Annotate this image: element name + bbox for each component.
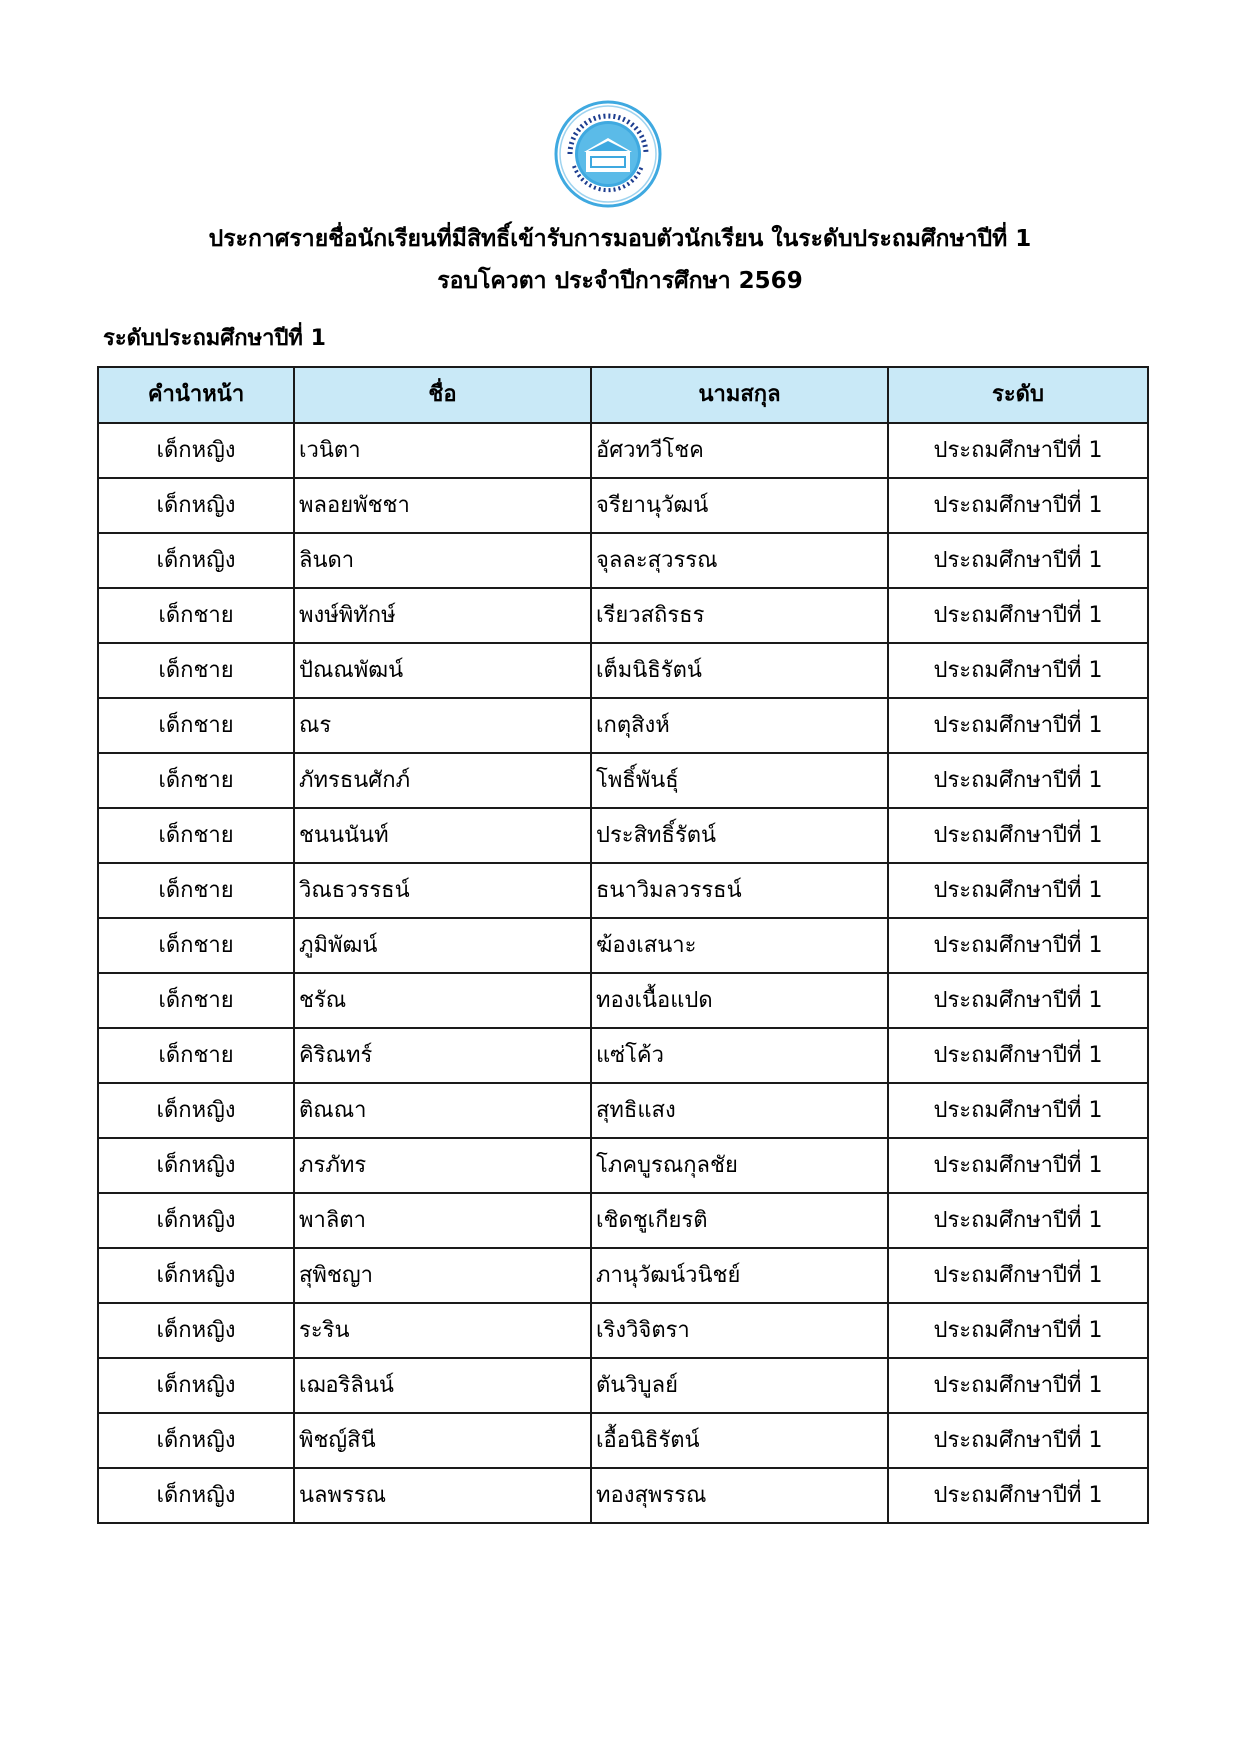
table-row — [98, 423, 1148, 478]
table-row — [98, 1358, 1148, 1413]
cell-prefix: เด็กชาย — [98, 863, 294, 918]
cell-level: ประถมศึกษาปีที่ 1 — [888, 918, 1148, 973]
cell-first-name: พาลิตา — [294, 1193, 591, 1248]
cell-last-name: โพธิ์พันธุ์ — [591, 753, 888, 808]
cell-prefix: เด็กชาย — [98, 588, 294, 643]
cell-prefix: เด็กชาย — [98, 698, 294, 753]
table-body — [98, 423, 1148, 1523]
cell-last-name: จรียานุวัฒน์ — [591, 478, 888, 533]
cell-prefix: เด็กชาย — [98, 918, 294, 973]
cell-prefix: เด็กชาย — [98, 643, 294, 698]
cell-level: ประถมศึกษาปีที่ 1 — [888, 863, 1148, 918]
cell-prefix: เด็กหญิง — [98, 1468, 294, 1523]
cell-last-name: เชิดชูเกียรติ — [591, 1193, 888, 1248]
cell-last-name: เรียวสถิรธร — [591, 588, 888, 643]
section-label: ระดับประถมศึกษาปีที่ 1 — [103, 326, 326, 351]
cell-level: ประถมศึกษาปีที่ 1 — [888, 1413, 1148, 1468]
cell-last-name: สุทธิแสง — [591, 1083, 888, 1138]
cell-last-name: อัศวทวีโชค — [591, 423, 888, 478]
cell-prefix: เด็กหญิง — [98, 1083, 294, 1138]
table-row — [98, 1028, 1148, 1083]
cell-first-name: ชรัณ — [294, 973, 591, 1028]
cell-prefix: เด็กหญิง — [98, 1248, 294, 1303]
cell-first-name: พลอยพัชชา — [294, 478, 591, 533]
table-row — [98, 753, 1148, 808]
cell-prefix: เด็กหญิง — [98, 1193, 294, 1248]
cell-level: ประถมศึกษาปีที่ 1 — [888, 1358, 1148, 1413]
cell-last-name: ประสิทธิ์รัตน์ — [591, 808, 888, 863]
cell-level: ประถมศึกษาปีที่ 1 — [888, 1138, 1148, 1193]
cell-last-name: ตันวิบูลย์ — [591, 1358, 888, 1413]
table-header-row — [98, 367, 1148, 423]
cell-last-name: ทองเนื้อแปด — [591, 973, 888, 1028]
cell-level: ประถมศึกษาปีที่ 1 — [888, 1083, 1148, 1138]
cell-first-name: ชนนนันท์ — [294, 808, 591, 863]
cell-prefix: เด็กหญิง — [98, 1358, 294, 1413]
cell-prefix: เด็กหญิง — [98, 1413, 294, 1468]
table-row — [98, 918, 1148, 973]
cell-last-name: เต็มนิธิรัตน์ — [591, 643, 888, 698]
cell-last-name: ภานุวัฒน์วนิชย์ — [591, 1248, 888, 1303]
school-logo — [554, 100, 662, 208]
cell-first-name: ติณณา — [294, 1083, 591, 1138]
table-row — [98, 808, 1148, 863]
table-row — [98, 643, 1148, 698]
cell-prefix: เด็กหญิง — [98, 1303, 294, 1358]
cell-level: ประถมศึกษาปีที่ 1 — [888, 1303, 1148, 1358]
cell-last-name: เอื้อนิธิรัตน์ — [591, 1413, 888, 1468]
cell-last-name: เกตุสิงห์ — [591, 698, 888, 753]
cell-first-name: คิริณทร์ — [294, 1028, 591, 1083]
cell-first-name: นลพรรณ — [294, 1468, 591, 1523]
cell-level: ประถมศึกษาปีที่ 1 — [888, 643, 1148, 698]
student-roster-table — [97, 366, 1149, 1524]
cell-first-name: พงษ์พิทักษ์ — [294, 588, 591, 643]
table-row — [98, 1138, 1148, 1193]
cell-first-name: เวนิตา — [294, 423, 591, 478]
cell-first-name: ภัทรธนศักภ์ — [294, 753, 591, 808]
cell-level: ประถมศึกษาปีที่ 1 — [888, 533, 1148, 588]
table-row — [98, 1413, 1148, 1468]
cell-last-name: เริงวิจิตรา — [591, 1303, 888, 1358]
table-row — [98, 698, 1148, 753]
cell-first-name: วิณธวรรธน์ — [294, 863, 591, 918]
cell-level: ประถมศึกษาปีที่ 1 — [888, 478, 1148, 533]
column-header-last-name: นามสกุล — [591, 367, 888, 423]
cell-first-name: ปัณณพัฒน์ — [294, 643, 591, 698]
cell-prefix: เด็กชาย — [98, 1028, 294, 1083]
cell-level: ประถมศึกษาปีที่ 1 — [888, 1468, 1148, 1523]
cell-last-name: ธนาวิมลวรรธน์ — [591, 863, 888, 918]
cell-level: ประถมศึกษาปีที่ 1 — [888, 588, 1148, 643]
cell-last-name: ฆ้องเสนาะ — [591, 918, 888, 973]
page-title-line-1: ประกาศรายชื่อนักเรียนที่มีสิทธิ์เข้ารับการมอบตัวนักเรียน ในระดับประถมศึกษาปีที่ 1 — [208, 226, 1032, 252]
table-row — [98, 1248, 1148, 1303]
cell-prefix: เด็กชาย — [98, 808, 294, 863]
page-title-line-2: รอบโควตา ประจำปีการศึกษา 2569 — [437, 268, 803, 294]
table-row — [98, 1468, 1148, 1523]
cell-prefix: เด็กชาย — [98, 973, 294, 1028]
cell-last-name: ทองสุพรรณ — [591, 1468, 888, 1523]
cell-level: ประถมศึกษาปีที่ 1 — [888, 1248, 1148, 1303]
table-row — [98, 1083, 1148, 1138]
cell-level: ประถมศึกษาปีที่ 1 — [888, 423, 1148, 478]
cell-prefix: เด็กหญิง — [98, 1138, 294, 1193]
cell-prefix: เด็กหญิง — [98, 423, 294, 478]
cell-level: ประถมศึกษาปีที่ 1 — [888, 698, 1148, 753]
column-header-level: ระดับ — [888, 367, 1148, 423]
table-row — [98, 478, 1148, 533]
cell-level: ประถมศึกษาปีที่ 1 — [888, 1028, 1148, 1083]
table-row — [98, 1303, 1148, 1358]
cell-prefix: เด็กชาย — [98, 753, 294, 808]
cell-prefix: เด็กหญิง — [98, 533, 294, 588]
cell-first-name: ณร — [294, 698, 591, 753]
cell-last-name: โภคบูรณกุลชัย — [591, 1138, 888, 1193]
cell-first-name: ภูมิพัฒน์ — [294, 918, 591, 973]
table-row — [98, 973, 1148, 1028]
table-row — [98, 588, 1148, 643]
cell-first-name: สุพิชญา — [294, 1248, 591, 1303]
cell-prefix: เด็กหญิง — [98, 478, 294, 533]
cell-first-name: ระริน — [294, 1303, 591, 1358]
table-row — [98, 863, 1148, 918]
table-row — [98, 533, 1148, 588]
cell-level: ประถมศึกษาปีที่ 1 — [888, 753, 1148, 808]
cell-first-name: เฌอริลินน์ — [294, 1358, 591, 1413]
cell-last-name: แซ่โค้ว — [591, 1028, 888, 1083]
school-seal-icon — [554, 100, 662, 208]
cell-first-name: ลินดา — [294, 533, 591, 588]
cell-first-name: พิชญ์สินี — [294, 1413, 591, 1468]
cell-first-name: ภรภัทร — [294, 1138, 591, 1193]
cell-last-name: จุลละสุวรรณ — [591, 533, 888, 588]
table-row — [98, 1193, 1148, 1248]
cell-level: ประถมศึกษาปีที่ 1 — [888, 1193, 1148, 1248]
column-header-prefix: คำนำหน้า — [98, 367, 294, 423]
cell-level: ประถมศึกษาปีที่ 1 — [888, 808, 1148, 863]
cell-level: ประถมศึกษาปีที่ 1 — [888, 973, 1148, 1028]
column-header-first-name: ชื่อ — [294, 367, 591, 423]
